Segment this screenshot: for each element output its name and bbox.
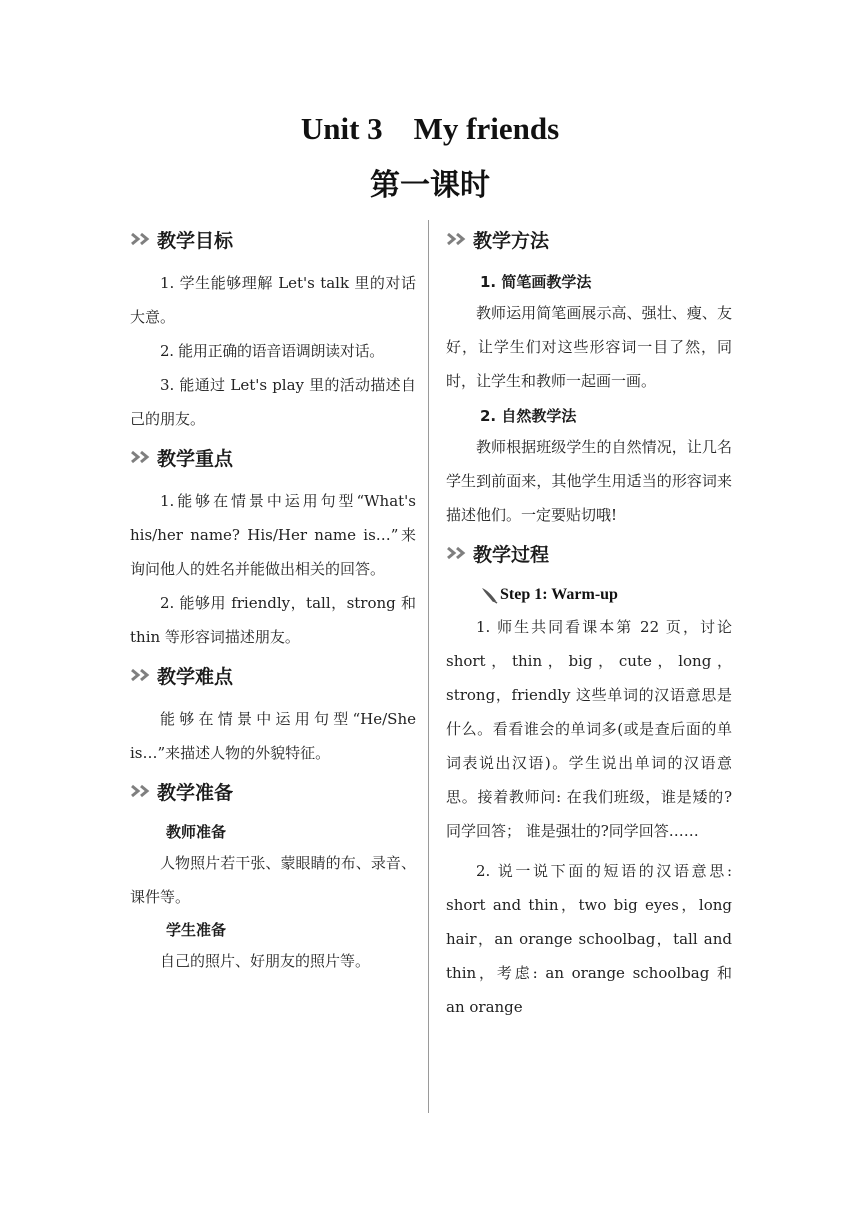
section-title: 教学目标 — [157, 229, 234, 252]
objective-item-3: 3. 能通过 Let's play 里的活动描述自己的朋友。 — [130, 376, 416, 428]
difficulty-text: 能够在情景中运用句型“He/She is…”来描述人物的外貌特征。 — [130, 710, 416, 762]
pen-icon — [480, 586, 498, 604]
double-chevron-icon — [446, 546, 470, 560]
section-title: 教学难点 — [157, 665, 234, 688]
section-heading-methods — [446, 222, 732, 256]
double-chevron-icon — [130, 232, 154, 246]
section-heading-objectives — [130, 222, 416, 256]
section-heading-difficulties — [130, 658, 416, 692]
key-point-item-1: 1.能够在情景中运用句型“What's his/her name? His/Her name is…”来询问他人的姓名并能做出相关的回答。 — [130, 492, 416, 578]
method-1-text: 教师运用简笔画展示高、强壮、瘦、友好，让学生们对这些形容词一目了然，同时，让学生和教师一起画一画。 — [446, 304, 732, 390]
section-heading-key-points — [130, 440, 416, 474]
key-point-item-2: 2. 能够用 friendly，tall，strong 和 thin 等形容词描述朋友。 — [130, 594, 416, 646]
double-chevron-icon — [130, 668, 154, 682]
section-title: 教学准备 — [157, 781, 234, 804]
step-1-heading — [446, 580, 732, 610]
teacher-prep-text: 人物照片若干张、蒙眼睛的布、录音、课件等。 — [130, 854, 416, 906]
title-english: Unit 3 My friends — [300, 111, 560, 146]
double-chevron-icon — [130, 784, 154, 798]
objective-item-1: 1. 学生能够理解 Let's talk 里的对话大意。 — [130, 274, 416, 326]
student-prep-text: 自己的照片、好朋友的照片等。 — [160, 952, 371, 970]
method-1-title: 1. 简笔画教学法 — [480, 273, 592, 291]
section-heading-process — [446, 536, 732, 570]
step-1-paragraph-2: 2. 说一说下面的短语的汉语意思: short and thin，two big eyes，long hair，an orange schoolbag，tall and thin，考虑: an orange schoolbag 和 an orange — [446, 862, 732, 1016]
method-2-text: 教师根据班级学生的自然情况，让几名学生到前面来，其他学生用适当的形容词来描述他们。一定要贴切哦! — [446, 438, 732, 524]
step-1-title: Step 1: Warm-up — [500, 586, 618, 603]
section-title: 教学重点 — [157, 447, 234, 470]
column-divider — [428, 220, 429, 1113]
right-column — [446, 222, 732, 1024]
left-column — [130, 222, 416, 978]
section-title: 教学方法 — [473, 229, 550, 252]
objective-item-2: 2. 能用正确的语音语调朗读对话。 — [160, 342, 384, 360]
double-chevron-icon — [446, 232, 470, 246]
teacher-prep-label: 教师准备 — [166, 823, 227, 841]
section-title: 教学过程 — [473, 543, 550, 566]
method-2-title: 2. 自然教学法 — [480, 407, 577, 425]
student-prep-label: 学生准备 — [166, 921, 227, 939]
step-1-paragraph-1: 1. 师生共同看课本第 22 页，讨论 short，thin，big，cute，long，strong，friendly 这些单词的汉语意思是什么。看看谁会的单词多(或是查后面的单词表说出汉语)。学生说出单词的汉语意思。接着教师问: 在我们班级，谁是矮的?同学回答； 谁是强壮的?同学回答…… — [446, 618, 732, 840]
title-chinese: 第一课时 — [370, 168, 490, 203]
double-chevron-icon — [130, 450, 154, 464]
section-heading-preparation — [130, 774, 416, 808]
